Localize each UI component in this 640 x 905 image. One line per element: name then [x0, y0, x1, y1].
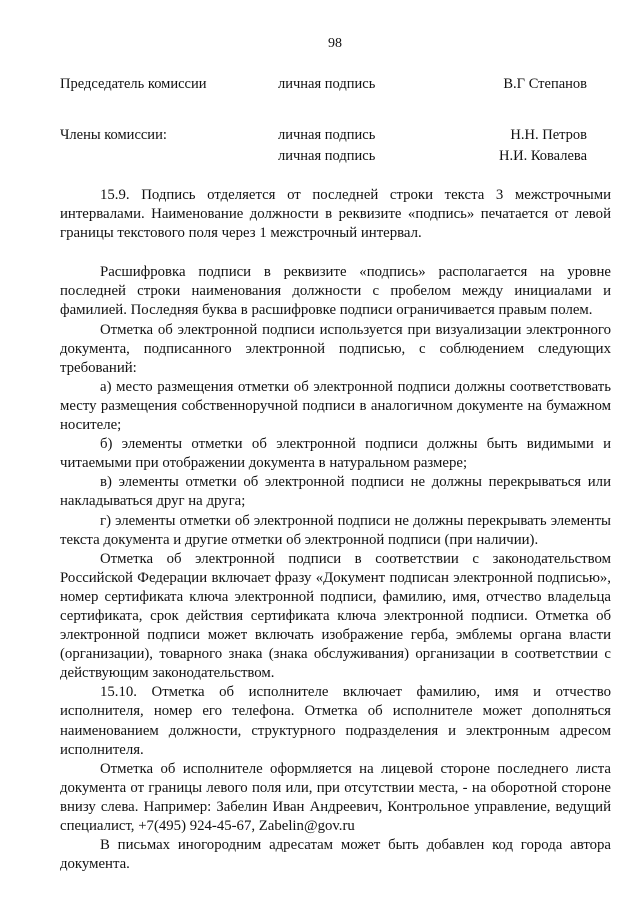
paragraph: В письмах иногородним адресатам может быть добавлен код города автора документа.	[60, 837, 611, 873]
paragraph-15-9: 15.9. Подпись отделяется от последней строки текста 3 межстрочными интервалами. Наименование должности в реквизите «подпись» печатается от левой границы текстового поля через 1 межстрочный интервал.	[60, 187, 611, 242]
page-number: 98	[328, 36, 342, 51]
signature-name: Н.И. Ковалева	[499, 148, 587, 164]
signature-type: личная подпись	[278, 127, 376, 143]
signature-role: Члены комиссии:	[60, 127, 167, 143]
list-item-g: г) элементы отметки об электронной подписи не должны перекрывать элементы текста документа и другие отметки об электронной подписи (при наличии).	[60, 512, 611, 548]
paragraph: Отметка об исполнителе оформляется на лицевой стороне последнего листа документа от границы левого поля или, при отсутствии места, - на оборотной стороне внизу слева. Например: Забелин Иван Андреевич, Контрольное управление, ведущий специалист, +7(495) 924-45-67, Zabelin@gov.ru	[60, 760, 611, 834]
signature-name: В.Г Степанов	[503, 76, 587, 92]
signature-type: личная подпись	[278, 148, 376, 164]
paragraph: Отметка об электронной подписи используется при визуализации электронного документа, подписанного электронной подписью, с соблюдением следующих требований:	[60, 321, 611, 376]
signature-row-member-1	[0, 127, 640, 147]
paragraph: Отметка об электронной подписи в соответствии с законодательством Российской Федерации включает фразу «Документ подписан электронной подписью», номер сертификата ключа электронной подписи, фамилию, имя, отчество владельца сертификата, срок действия сертификата ключа электронной подписи. Отметка об электронной подписи может включать изображение герба, эмблемы органа власти (организации), товарного знака (знака обслуживания) организации в соответствии с действующим законодательством.	[60, 550, 611, 682]
signature-type: личная подпись	[278, 76, 376, 92]
signature-name: Н.Н. Петров	[510, 127, 587, 143]
paragraph-15-10: 15.10. Отметка об исполнителе включает фамилию, имя и отчество исполнителя, номер его телефона. Отметка об исполнителе может дополняться наименованием должности, структурного подразделения и электронным адресом исполнителя.	[60, 684, 611, 758]
list-item-v: в) элементы отметки об электронной подписи не должны перекрываться или накладываться друг на друга;	[60, 474, 611, 510]
list-item-a: а) место размещения отметки об электронной подписи должны соответствовать месту размещения собственноручной подписи в аналогичном документе на бумажном носителе;	[60, 378, 611, 434]
signature-row-member-2	[0, 148, 640, 168]
paragraph: Расшифровка подписи в реквизите «подпись» располагается на уровне последней строки наименования должности с пробелом между инициалами и фамилией. Последняя буква в расшифровке подписи ограничивается правым полем.	[60, 264, 611, 319]
signature-role: Председатель комиссии	[60, 76, 207, 92]
body-text	[60, 186, 611, 874]
list-item-b: б) элементы отметки об электронной подписи должны быть видимыми и читаемыми при отображении документа в натуральном размере;	[60, 436, 611, 472]
signature-row-chairman	[0, 76, 640, 96]
